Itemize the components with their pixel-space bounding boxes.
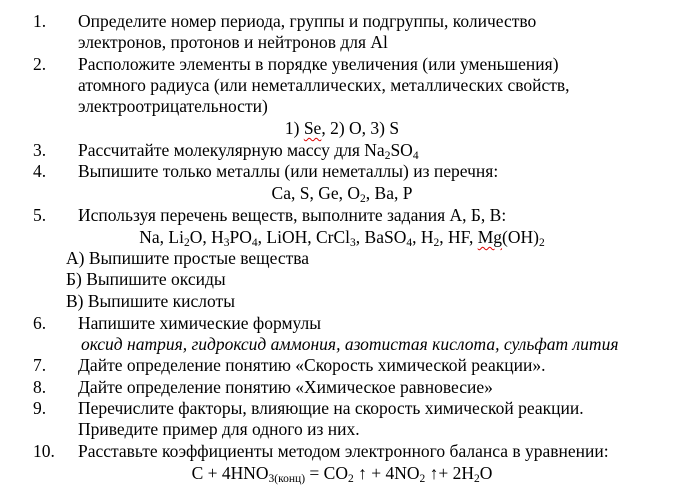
item-text: Перечислите факторы, влияющие на скорость химической реакции. xyxy=(78,398,584,418)
substance-list: Na, $Li_2O$, $H_3PO_4$, LiOH, CrCl$_3$, BaSO$_4$, $H_2$, HF, $Mg(OH)_2$ xyxy=(139,227,545,249)
spellcheck-word: Mg xyxy=(477,227,503,247)
item-text: Расставьте коэффициенты методом электронного баланса в уравнении: xyxy=(78,441,609,461)
item-number: 10. xyxy=(33,441,55,461)
item-text: Рассчитайте молекулярную массу для $Na_2SO_4$ xyxy=(78,140,419,162)
element-list: 1) Se, 2) O, 3) S xyxy=(284,118,400,138)
subtask: Б) Выпишите оксиды xyxy=(66,269,226,289)
item-number: 5. xyxy=(33,205,47,225)
item-text: Расположите элементы в порядке увеличения (или уменьшения) xyxy=(78,54,559,74)
formula-task-italic: оксид натрия, гидроксид аммония, азотистая кислота, сульфат лития xyxy=(81,334,619,354)
item-text: Используя перечень веществ, выполните задания А, Б, В: xyxy=(78,205,507,225)
item-text: Определите номер периода, группы и подгруппы, количество xyxy=(78,11,537,31)
element-list: Ca, S, Ge, $O_2$, Ba, P xyxy=(271,183,413,205)
item-number: 1. xyxy=(33,11,47,31)
item-text: атомного радиуса (или неметаллических, металлических свойств, xyxy=(78,75,570,95)
subtask: В) Выпишите кислоты xyxy=(66,291,235,311)
item-text: электроотрицательности) xyxy=(78,96,268,116)
item-number: 2. xyxy=(33,54,47,74)
item-number: 7. xyxy=(33,355,47,375)
item-text: Дайте определение понятию «Химическое равновесие» xyxy=(78,377,493,397)
item-text: Выпишите только металлы (или неметаллы) из перечня: xyxy=(78,161,499,181)
item-number: 3. xyxy=(33,140,47,160)
item-number: 6. xyxy=(33,313,47,333)
item-number: 4. xyxy=(33,161,47,181)
item-text: Дайте определение понятию «Скорость химической реакции». xyxy=(78,355,546,375)
chemical-equation: $C + 4HNO_{3(конц)} = CO_2$ ↑ + $4NO_2$ ↑+ $2H_2O$ xyxy=(191,463,493,485)
item-text: электронов, протонов и нейтронов для Al xyxy=(78,32,388,52)
item-number: 8. xyxy=(33,377,47,397)
item-text: Напишите химические формулы xyxy=(78,313,321,333)
subtask: А) Выпишите простые вещества xyxy=(66,248,310,268)
spellcheck-word: Se xyxy=(303,118,322,138)
item-text: Приведите пример для одного из них. xyxy=(78,419,360,439)
item-number: 9. xyxy=(33,398,47,418)
